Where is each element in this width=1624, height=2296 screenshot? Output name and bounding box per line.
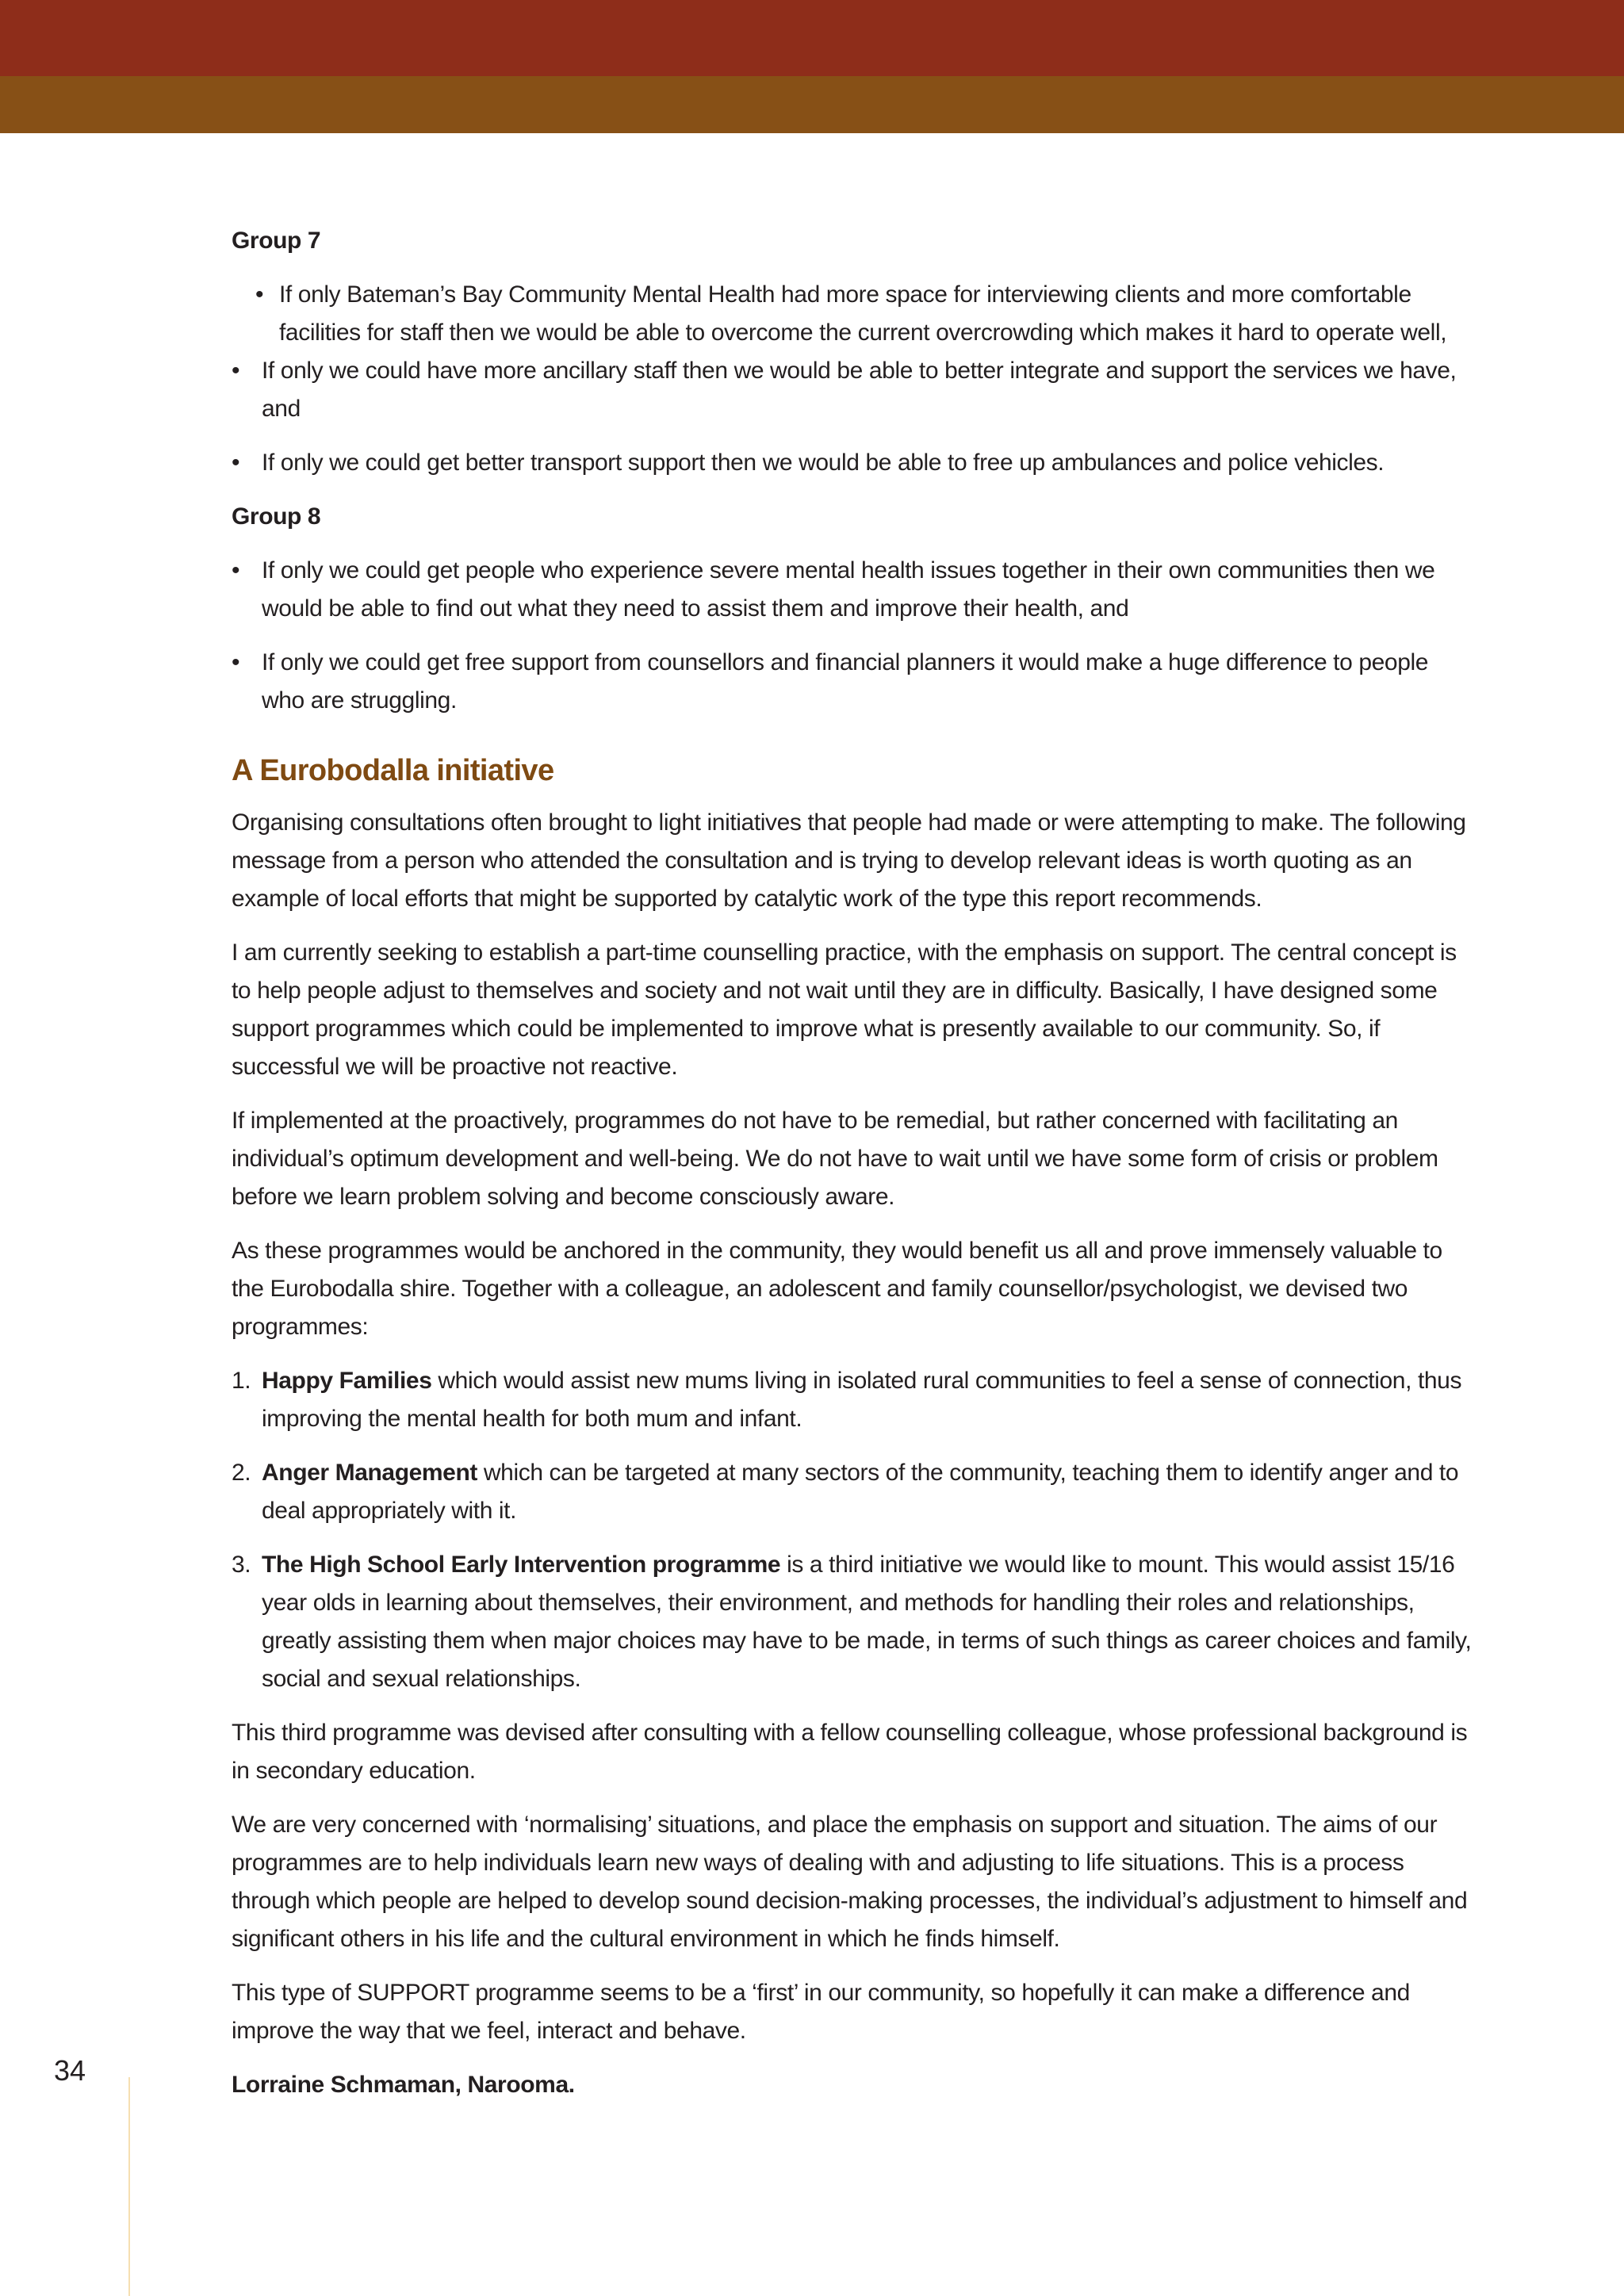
program-item — [232, 1546, 1477, 1698]
program-name: Anger Management — [262, 1460, 477, 1486]
header-band-bottom — [0, 76, 1624, 133]
paragraph: We are very concerned with ‘normalising’ situations, and place the emphasis on support and situation. The aims of our programmes are to help individuals learn new ways of dealing with and adjusting to life situations. This is a process through which people are helped to develop sound decision-making processes, the individual’s adjustment to himself and significant others in his life and the cultural environment in which he finds himself. — [232, 1812, 1468, 1952]
list-item: • If only we could get people who experience severe mental health issues together in their own communities then we would be able to find out what they need to assist them and improve their health, and — [232, 552, 1477, 628]
list-item: • If only we could have more ancillary staff then we would be able to better integrate and support the services we have, and — [232, 352, 1477, 428]
program-number: 3. — [232, 1552, 251, 1578]
programs-list — [232, 1362, 1477, 1698]
program-description: which can be targeted at many sectors of the community, teaching them to identify anger and to deal appropriately with it. — [262, 1460, 1459, 1524]
program-name: The High School Early Intervention programme — [262, 1552, 781, 1578]
paragraph: This type of SUPPORT programme seems to be a ‘first’ in our community, so hopefully it can make a difference and improve the way that we feel, interact and behave. — [232, 1980, 1410, 2044]
program-description: which would assist new mums living in isolated rural communities to feel a sense of connection, thus improving the mental health for both mum and infant. — [262, 1368, 1462, 1432]
page-number: 34 — [54, 2054, 86, 2087]
margin-rule — [128, 2077, 130, 2296]
program-description: is a third initiative we would like to mount. This would assist 15/16 year olds in learning about themselves, their environment, and methods for handling their roles and relationships, greatly assisting them when major choices may have to be made, in terms of such things as career choices and family, social and sexual relationships. — [262, 1552, 1472, 1692]
paragraph: I am currently seeking to establish a part-time counselling practice, with the emphasis on support. The central concept is to help people adjust to themselves and society and not wait until they are in difficulty. Basically, I have designed some support programmes which could be implemented to improve what is presently available to our community. So, if successful we will be proactive not reactive. — [232, 939, 1457, 1080]
header-band-top — [0, 0, 1624, 76]
group-8-list — [232, 552, 1477, 720]
group-7-list — [232, 276, 1477, 482]
program-number: 1. — [232, 1368, 251, 1394]
program-item — [232, 1454, 1477, 1530]
page-content — [232, 222, 1477, 2120]
section-title: A Eurobodalla initiative — [232, 754, 554, 787]
program-number: 2. — [232, 1460, 251, 1486]
list-item: • If only we could get free support from counsellors and financial planners it would make a huge difference to people who are struggling. — [232, 644, 1477, 720]
signature: Lorraine Schmaman, Narooma. — [232, 2072, 575, 2098]
paragraph: As these programmes would be anchored in the community, they would benefit us all and prove immensely valuable to the Eurobodalla shire. Together with a colleague, an adolescent and family counsellor/psychologist, we devised two programmes: — [232, 1238, 1442, 1340]
group-7-heading: Group 7 — [232, 228, 321, 254]
program-item — [232, 1362, 1477, 1438]
paragraph: If implemented at the proactively, programmes do not have to be remedial, but rather concerned with facilitating an individual’s optimum development and well-being. We do not have to wait until we have some form of crisis or problem before we learn problem solving and become consciously aware. — [232, 1108, 1438, 1210]
paragraph: Organising consultations often brought to light initiatives that people had made or were attempting to make. The following message from a person who attended the consultation and is trying to develop relevant ideas is worth quoting as an example of local efforts that might be supported by catalytic work of the type this report recommends. — [232, 809, 1466, 912]
program-name: Happy Families — [262, 1368, 432, 1394]
list-item: • If only we could get better transport support then we would be able to free up ambulances and police vehicles. — [232, 444, 1477, 482]
group-8-heading: Group 8 — [232, 503, 321, 530]
paragraph: This third programme was devised after consulting with a fellow counselling colleague, whose professional background is in secondary education. — [232, 1720, 1468, 1784]
list-item: • If only Bateman’s Bay Community Mental Health had more space for interviewing clients and more comfortable facilities for staff then we would be able to overcome the current overcrowding which makes it hard to operate well, — [232, 276, 1477, 352]
